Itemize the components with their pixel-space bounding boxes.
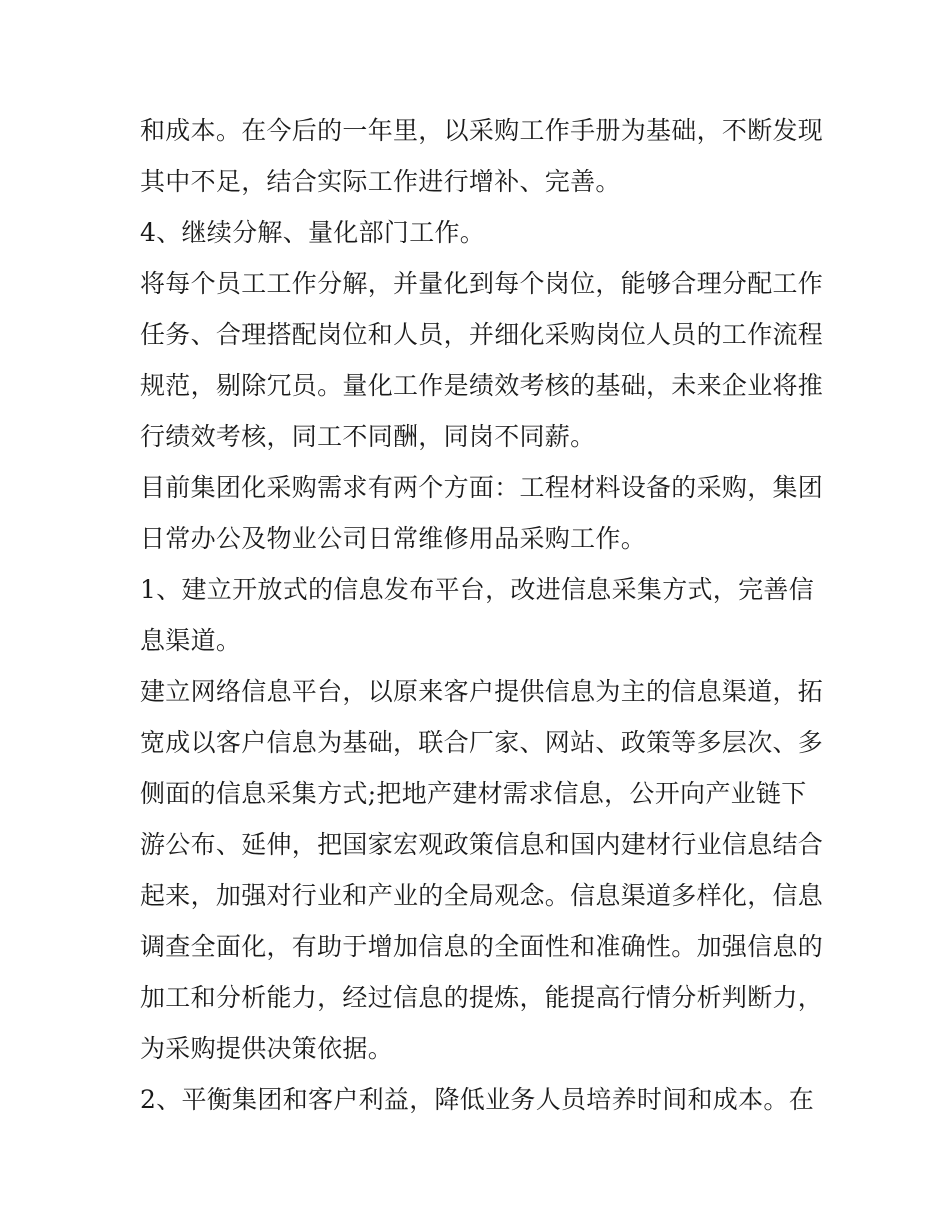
- text-line: 起来，加强对行业和产业的全局观念。信息渠道多样化，信息: [140, 881, 824, 910]
- text-line: 任务、合理搭配岗位和人员，并细化采购岗位人员的工作流程: [140, 320, 824, 349]
- text-line: 调查全面化，有助于增加信息的全面性和准确性。加强信息的: [140, 932, 824, 961]
- text-line: 加工和分析能力，经过信息的提炼，能提高行情分析判断力，: [140, 983, 824, 1012]
- text-line: 规范，剔除冗员。量化工作是绩效考核的基础，未来企业将推: [140, 371, 824, 400]
- text-line: 游公布、延伸，把国家宏观政策信息和国内建材行业信息结合: [140, 830, 824, 859]
- text-line: 行绩效考核，同工不同酬，同岗不同薪。: [140, 422, 596, 451]
- text-line: 为采购提供决策依据。: [140, 1034, 394, 1063]
- section-heading: 4、继续分解、量化部门工作。: [140, 218, 486, 247]
- text-line: 宽成以客户信息为基础，联合厂家、网站、政策等多层次、多: [140, 728, 824, 757]
- text-line: 建立网络信息平台，以原来客户提供信息为主的信息渠道，拓: [140, 677, 824, 706]
- text-line: 侧面的信息采集方式;把地产建材需求信息，公开向产业链下: [140, 779, 807, 808]
- text-line: 日常办公及物业公司日常维修用品采购工作。: [140, 524, 647, 553]
- text-line: 和成本。在今后的一年里，以采购工作手册为基础，不断发现: [140, 116, 824, 145]
- section-heading: 1、建立开放式的信息发布平台，改进信息采集方式，完善信: [140, 575, 815, 604]
- section-heading: 息渠道。: [140, 626, 242, 655]
- text-line: 其中不足，结合实际工作进行增补、完善。: [140, 167, 621, 196]
- document-body: [140, 105, 824, 1125]
- section-heading: 2、平衡集团和客户利益，降低业务人员培养时间和成本。在: [140, 1085, 815, 1114]
- text-line: 目前集团化采购需求有两个方面：工程材料设备的采购，集团: [140, 473, 824, 502]
- text-line: 将每个员工工作分解，并量化到每个岗位，能够合理分配工作: [140, 269, 824, 298]
